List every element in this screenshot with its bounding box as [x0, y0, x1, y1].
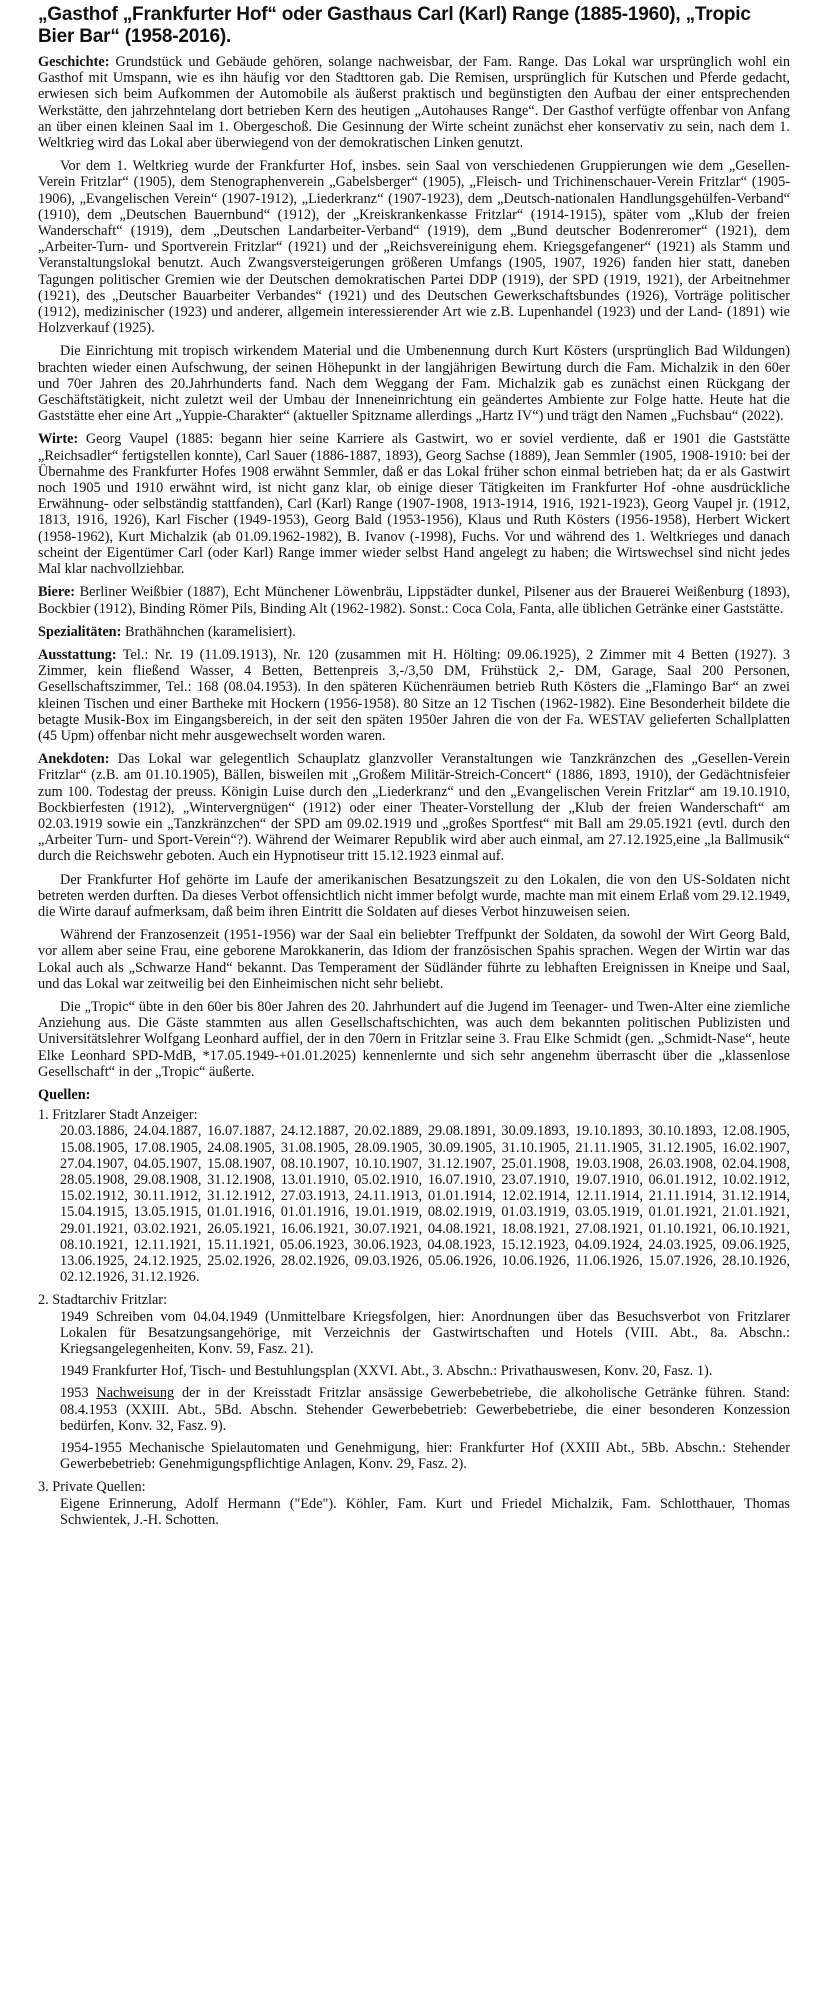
paragraph-text: Grundstück und Gebäude gehören, solange nachweisbar, der Fam. Range. Das Lokal war ursprünglich wohl ein Gasthof mit Umspann, wie es ihn häufig vor den Stadttoren gab. Die Remisen, ursprünglich für Kutschen und Pferde gedacht, erwiesen sich beim Aufkommen der Automobile als äußerst praktisch und begünstigten den Aufbau der einer entsprechenden Werkstätte, den jahrzehntelang dort betrieben Kern des heutigen „Autohauses Range“. Der Gasthof verfügte offenbar von Anfang an über einen kleinen Saal im 1. Obergeschoß. Die Gesinnung der Wirte scheint zunächst eher konservativ zu sein, nach dem 1. Weltkrieg wird das Lokal aber überwiegend von der demokratischen Linken genutzt. [38, 54, 790, 152]
source-entry-underlined: Nachweisung [96, 1385, 175, 1402]
paragraph-wirte [38, 431, 790, 577]
paragraph-text: Brathähnchen (karamelisiert). [121, 623, 296, 640]
paragraph-besatzung [38, 872, 790, 921]
paragraph-text: Berliner Weißbier (1887), Echt Münchener Löwenbräu, Lippstädter dunkel, Pilsener aus der Brauerei Weißenburg (1893), Bockbier (1912), Binding Römer Pils, Binding Alt (1962-1982). Sonst.: Coca Cola, Fanta, alle üblichen Getränke einer Gaststätte. [38, 584, 790, 617]
paragraph-label: Geschichte: [38, 54, 110, 70]
source-entry: 1949 Schreiben vom 04.04.1949 (Unmittelbare Kriegsfolgen, hier: Anordnungen über das Besuchsverbot von Fritzlarer Lokalen für Besatzungsangehörige, mit Verzeichnis der Gastwirtschaften und Hotels (VIII. Abt., 8a. Abschn.: Kriegsangelegenheiten, Konv. 59, Fasz. 21). [60, 1308, 790, 1358]
source-item [38, 1107, 790, 1285]
paragraph-label: Anekdoten: [38, 751, 110, 768]
paragraph-text: Der Frankfurter Hof gehörte im Laufe der amerikanischen Besatzungszeit zu den Lokalen, die von den US-Soldaten nicht betreten werden durften. Da dieses Verbot offensichtlich nicht immer befolgt wurde, machte man mit einem Erlaß vom 29.12.1949, die Wirte darauf aufmerksam, daß beim ihren Eintritt die Soldaten auf dieses Verbot hinzuweisen seien. [38, 871, 790, 920]
sources-list [38, 1107, 790, 1528]
source-item [38, 1292, 790, 1472]
paragraph-geschichte [38, 54, 790, 151]
paragraph-anekdoten [38, 751, 790, 864]
paragraph-biere [38, 584, 790, 616]
paragraph-text: Vor dem 1. Weltkrieg wurde der Frankfurter Hof, insbes. sein Saal von verschiedenen Gruppierungen wie dem „Gesellen-Verein Fritzlar“ (1905), dem Stenographenverein „Gabelsberger“ (1905), „Fleisch- und Trichinenschauer-Verein Fritzlar“ (1905-1906), „Evangelischen Verein“ (1907-1912), „Liederkranz“ (1907-1923), dem „Deutsch-nationalen Handlungsgehülfen-Verband“ (1910), dem „Deutschen Bauernbund“ (1912), der „Kreiskrankenkasse Fritzlar“ (1914-1915), später vom „Klub der freien Wanderschaft“ (1919), dem „Deutschen Landarbeiter-Verband“ (1919), dem „Bund deutscher Bodenreromer“ (1921), dem „Arbeiter-Turn- und Sportverein Fritzlar“ (1921) und der „Reichsvereinigung ehem. Kriegsgefangener“ (1921) als Stamm und Veranstaltungslokal benutzt. Auch Zwangsversteigerungen größeren Umfangs (1905, 1907, 1926) fanden hier statt, daneben Tagungen politischer Gremien wie der Deutschen demokratischen Partei DDP (1919), der SPD (1919, 1921), der Arbeitnehmer (1921), des „Deutscher Bauarbeiter Verbandes“ (1921) und des Deutschen Gewerkschaftsbundes (1926), Vorträge politischer (1912), medizinischer (1923) und anderer, allgemein interessierender Art wie z.B. Lupenhandel (1923) und der Land- (1891) wie Holzverkauf (1925). [38, 158, 790, 337]
paragraph-label: Biere: [38, 584, 76, 601]
sources-title: Quellen: [38, 1086, 91, 1103]
paragraph-text: Tel.: Nr. 19 (11.09.1913), Nr. 120 (zusammen mit H. Hölting: 09.06.1925), 2 Zimmer mit 4 Betten (1927). 3 Zimmer, kein fließend Wasser, 4 Betten, Bettenpreis 3,-/3,50 DM, Frühstück 2,- DM, Garage, Saal 200 Personen, Gesellschaftszimmer, Tel.: 168 (08.04.1953). In den späteren Küchenräumen betrieb Ruth Kösters die „Flamingo Bar“ an zwei kleinen Tischen und einer Bartheke mit Hockern (1956-1958). 80 Sitze an 12 Tischen (1962-1982). Eine Besonderheit bildete die betagte Musik-Box im Eingangsbereich, in der seit den späten 1950er Jahren die von der Fa. WESTAV gelieferten Schallplatten (45 Upm) offenbar nicht mehr ausgewechselt worden waren. [38, 646, 790, 744]
paragraph-vereine [38, 158, 790, 336]
source-entry-rest: der in der Kreisstadt Fritzlar ansässige Gewerbebetriebe, die alkoholische Getränke führen. Stand: 08.4.1953 (XXIII. Abt., 5Bd. Abschn. Stehender Gewerbebetrieb: Gewerbebetriebe, die einer besonderen Konzession bedürfen, Konv. 32, Fasz. 9). [60, 1385, 790, 1434]
source-entry: 1954-1955 Mechanische Spielautomaten und Genehmigung, hier: Frankfurter Hof (XXIII Abt., 5Bb. Abschn.: Stehender Gewerbebetrieb: Genehmigungspflichtige Anlagen, Konv. 29, Fasz. 2). [60, 1440, 790, 1473]
paragraph-label: Spezialitäten: [38, 623, 122, 640]
document-title: „Gasthof „Frankfurter Hof“ oder Gasthaus Carl (Karl) Range (1885-1960), „Tropic Bier Bar“ (1958-2016). [38, 4, 751, 47]
paragraph-franzosenzeit [38, 927, 790, 992]
source-item [38, 1479, 790, 1528]
source-heading: 2. Stadtarchiv Fritzlar: [38, 1292, 168, 1309]
source-entry-year: 1953 [60, 1385, 97, 1402]
paragraph-text: Die „Tropic“ übte in den 60er bis 80er Jahren des 20. Jahrhundert auf die Jugend im Teenager- und Twen-Alter eine ziemliche Anziehung aus. Die Gäste stammten aus allen Gesellschaftschichten, was auch dem bekannten politischen Publizisten und Universitätslehrer Wolfgang Leonhard auffiel, der in den 70ern in Fritzlar seine 3. Frau Elke Schmidt (gen. „Schmidt-Nase“, heute Elke Leonhard SPD-MdB, *17.05.1949-+01.01.2025) kennenlernte und sich sehr angenehm überrascht über die „klassenlose Gesellschaft“ in der „Tropic“ äußerte. [38, 998, 790, 1080]
source-heading: 3. Private Quellen: [38, 1479, 146, 1496]
paragraph-text: Während der Franzosenzeit (1951-1956) war der Saal ein beliebter Treffpunkt der Soldaten, da sowohl der Wirt Georg Bald, vor allem aber seine Frau, eine geborene Marokkanerin, das Idiom der französischen Spahis sprachen. Wegen der Wirtin war das Lokal auch als „Schwarze Hand“ bekannt. Das Temperament der Südländer führte zu lebhaften Ereignissen in Kneipe und Saal, und das Lokal war zeitweilig bei den Einheimischen nicht sehr beliebt. [38, 927, 790, 992]
paragraph-text: Das Lokal war gelegentlich Schauplatz glanzvoller Veranstaltungen wie Tanzkränzchen des „Gesellen-Verein Fritzlar“ (z.B. am 01.10.1905), Bällen, bisweilen mit „Großem Militär-Streich-Concert“ (1886, 1893, 1910), der Gedächtnisfeier zum 100. Todestag der preuss. Königin Luise durch den „Liederkranz“ und den „Evangelischen Verein Fritzlar“ am 19.10.1910, Bockbierfesten (1912), „Wintervergnügen“ (1912) oder einer Theater-Vorstellung der „Klub der freien Wanderschaft“ am 02.03.1919 sowie ein „Tanzkränzchen“ der SPD am 09.02.1919 und „großes Sportfest“ mit Ball am 29.05.1921 (evtl. durch den „Arbeiter Turn- und Sport-Verein“?). Während der Weimarer Republik wird aber auch einmal, am 27.12.1925,eine „la Ballmusik“ durch die Reichswehr geboten. Auch ein Hypnotiseur tritt 15.12.1923 einmal auf. [38, 751, 790, 865]
document [38, 4, 790, 1535]
source-dates: 20.03.1886, 24.04.1887, 16.07.1887, 24.12.1887, 20.02.1889, 29.08.1891, 30.09.1893, 19.10.1893, 30.10.1893, 12.08.1905, 15.08.1905, 17.08.1905, 24.08.1905, 31.08.1905, 28.09.1905, 30.09.1905, 31.10.1905, 21.11.1905, 31.12.1905, 16.02.1907, 27.04.1907, 04.05.1907, 15.08.1907, 08.10.1907, 10.10.1907, 31.12.1907, 25.01.1908, 19.03.1908, 26.03.1908, 02.04.1908, 28.05.1908, 29.08.1908, 31.12.1908, 13.01.1910, 05.02.1910, 16.07.1910, 23.07.1910, 19.07.1910, 06.01.1912, 10.02.1912, 15.02.1912, 30.11.1912, 31.12.1912, 27.03.1913, 24.11.1913, 01.01.1914, 12.02.1914, 12.11.1914, 21.11.1914, 31.12.1914, 15.04.1915, 13.05.1915, 01.01.1916, 01.01.1916, 19.01.1919, 08.02.1919, 01.03.1919, 03.05.1919, 01.01.1921, 21.01.1921, 29.01.1921, 03.02.1921, 26.05.1921, 16.06.1921, 30.07.1921, 04.08.1921, 18.08.1921, 27.08.1921, 01.10.1921, 06.10.1921, 08.10.1921, 12.11.1921, 15.11.1921, 05.06.1923, 30.06.1923, 04.08.1923, 15.12.1923, 04.09.1924, 24.03.1925, 09.06.1925, 13.06.1925, 24.12.1925, 25.02.1926, 28.02.1926, 09.03.1926, 05.06.1926, 10.06.1926, 11.06.1926, 15.07.1926, 28.10.1926, 02.12.1926, 31.12.1926. [60, 1123, 790, 1286]
source-entry: 1949 Frankfurter Hof, Tisch- und Bestuhlungsplan (XXVI. Abt., 3. Abschn.: Privathauswesen, Konv. 20, Fasz. 1). [60, 1363, 713, 1380]
paragraph-spezialitaeten [38, 624, 790, 640]
source-heading: 1. Fritzlarer Stadt Anzeiger: [38, 1107, 198, 1124]
paragraph-tropic [38, 999, 790, 1080]
paragraph-label: Wirte: [38, 431, 79, 448]
paragraph-einrichtung [38, 343, 790, 424]
paragraph-label: Ausstattung: [38, 646, 117, 663]
source-entry [60, 1385, 790, 1434]
source-body: Eigene Erinnerung, Adolf Hermann ("Ede"). Köhler, Fam. Kurt und Friedel Michalzik, Fam. Schlotthauer, Thomas Schwientek, J.-H. Schotten. [60, 1495, 790, 1528]
paragraph-text: Die Einrichtung mit tropisch wirkendem Material und die Umbenennung durch Kurt Kösters (ursprünglich Bad Wildungen) brachten wieder einen Aufschwung, der seinen Höhepunkt in der langjährigen Bewirtung durch die Fam. Michalzik in den 60er und 70er Jahren des 20.Jahrhunderts fand. Nach dem Weggang der Fam. Michalzik gab es zunächst einen Rückgang der Geschäftstätigkeit, nicht zuletzt weil der Umbau der Inneneinrichtung ein geändertes Ambiente zur Folge hatte. Heute hat die Gaststätte eher eine Art „Yuppie-Charakter“ (aktueller Spitzname allerdings „Hartz IV“) und trägt den Namen „Fuchsbau“ (2022). [38, 343, 790, 425]
paragraph-text: Georg Vaupel (1885: begann hier seine Karriere als Gastwirt, wo er soviel verdiente, daß er 1901 die Gaststätte „Reichsadler“ fertigstellen konnte), Carl Sauer (1886-1887, 1893), Georg Sachse (1889), Jean Semmler (1905, 1908-1910: bei der Übernahme des Frankfurter Hofes 1908 erwähnt Semmler, daß er das Lokal früher schon einmal betrieben hat; da er als Gastwirt noch 1905 und 1910 erwähnt wird, ist nicht ganz klar, ob einige dieser Tätigkeiten im Frankfurter Hof -ohne ausdrückliche Erwähnung- oder selbständig stattfanden), Carl (Karl) Range (1907-1908, 1913-1914, 1916, 1921-1923), Georg Vaupel jr. (1912, 1813, 1916, 1926), Karl Fischer (1949-1953), Georg Bald (1953-1956), Klaus und Ruth Kösters (1956-1958), Herbert Wickert (1958-1962), Kurt Michalzik (ab 01.09.1962-1982), B. Ivanov (-1998), Fuchs. Vor und während des 1. Weltkrieges und danach scheint der Eigentümer Carl (oder Karl) Range immer wieder selbst Hand angelegt zu haben; die Wirtswechsel sind nicht jedes Mal klar nachvollziehbar. [38, 431, 790, 578]
paragraph-ausstattung [38, 647, 790, 744]
